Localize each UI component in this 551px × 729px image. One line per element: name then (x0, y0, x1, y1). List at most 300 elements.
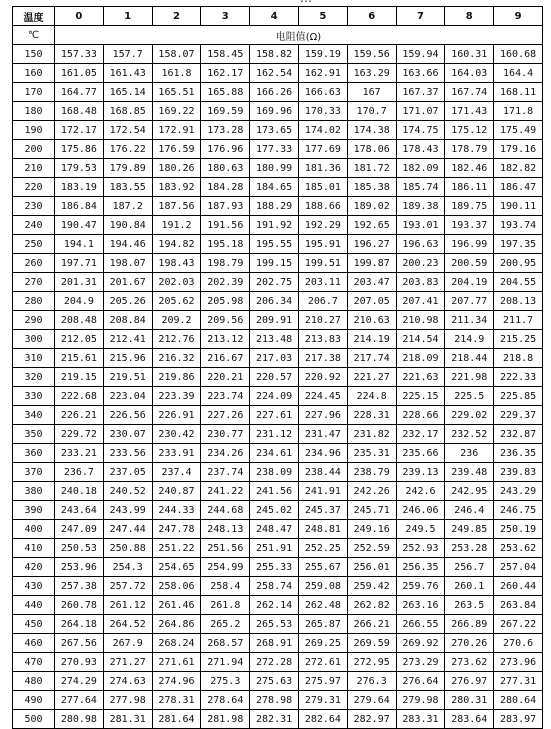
resistance-cell: 269.92 (396, 634, 445, 653)
resistance-cell: 271.61 (152, 653, 201, 672)
resistance-cell: 157.7 (103, 45, 152, 64)
resistance-cell: 168.11 (494, 83, 543, 102)
resistance-cell: 256.35 (396, 558, 445, 577)
resistance-cell: 219.86 (152, 368, 201, 387)
resistance-cell: 242.26 (347, 482, 396, 501)
table-row (13, 482, 543, 501)
resistance-cell: 252.59 (347, 539, 396, 558)
resistance-cell: 205.62 (152, 292, 201, 311)
resistance-cell: 158.45 (201, 45, 250, 64)
resistance-cell: 274.63 (103, 672, 152, 691)
resistance-cell: 194.82 (152, 235, 201, 254)
resistance-cell: 282.64 (298, 710, 347, 729)
resistance-cell: 198.07 (103, 254, 152, 273)
resistance-cell: 201.67 (103, 273, 152, 292)
table-row (13, 140, 543, 159)
resistance-cell: 168.48 (55, 102, 104, 121)
resistance-cell: 276.97 (445, 672, 494, 691)
resistance-cell: 273.96 (494, 653, 543, 672)
resistance-cell: 202.39 (201, 273, 250, 292)
temperature-cell: 390 (13, 501, 55, 520)
temperature-cell: 430 (13, 577, 55, 596)
column-header: 1 (103, 7, 152, 26)
resistance-cell: 263.5 (445, 596, 494, 615)
table-row (13, 235, 543, 254)
resistance-cell: 215.61 (55, 349, 104, 368)
resistance-cell: 261.46 (152, 596, 201, 615)
resistance-cell: 251.91 (250, 539, 299, 558)
resistance-cell: 254.99 (201, 558, 250, 577)
resistance-cell: 191.2 (152, 216, 201, 235)
resistance-cell: 280.31 (445, 691, 494, 710)
resistance-cell: 270.93 (55, 653, 104, 672)
resistance-cell: 212.76 (152, 330, 201, 349)
resistance-cell: 242.6 (396, 482, 445, 501)
resistance-cell: 213.12 (201, 330, 250, 349)
temperature-cell: 240 (13, 216, 55, 235)
resistance-cell: 283.97 (494, 710, 543, 729)
resistance-cell: 259.42 (347, 577, 396, 596)
resistance-cell: 281.31 (103, 710, 152, 729)
resistance-cell: 199.87 (347, 254, 396, 273)
resistance-cell: 171.07 (396, 102, 445, 121)
resistance-cell: 199.15 (250, 254, 299, 273)
resistance-cell: 275.63 (250, 672, 299, 691)
table-row (13, 710, 543, 729)
resistance-cell: 274.96 (152, 672, 201, 691)
resistance-cell: 184.65 (250, 178, 299, 197)
table-row (13, 558, 543, 577)
resistance-cell: 192.29 (298, 216, 347, 235)
resistance-cell: 275.97 (298, 672, 347, 691)
resistance-cell: 255.33 (250, 558, 299, 577)
resistance-cell: 194.46 (103, 235, 152, 254)
resistance-cell: 206.34 (250, 292, 299, 311)
table-row (13, 691, 543, 710)
resistance-cell: 191.92 (250, 216, 299, 235)
temperature-cell: 490 (13, 691, 55, 710)
resistance-cell: 219.15 (55, 368, 104, 387)
unit-label: ℃ (13, 26, 55, 45)
resistance-cell: 176.59 (152, 140, 201, 159)
table-row (13, 178, 543, 197)
temperature-cell: 420 (13, 558, 55, 577)
column-header: 3 (201, 7, 250, 26)
resistance-cell: 257.72 (103, 577, 152, 596)
resistance-cell: 259.08 (298, 577, 347, 596)
resistance-cell: 207.41 (396, 292, 445, 311)
resistance-cell: 171.43 (445, 102, 494, 121)
resistance-cell: 221.98 (445, 368, 494, 387)
resistance-cell: 251.56 (201, 539, 250, 558)
resistance-cell: 172.54 (103, 121, 152, 140)
temperature-cell: 280 (13, 292, 55, 311)
resistance-cell: 210.27 (298, 311, 347, 330)
resistance-cell: 161.05 (55, 64, 104, 83)
resistance-cell: 174.02 (298, 121, 347, 140)
resistance-cell: 216.67 (201, 349, 250, 368)
resistance-cell: 212.05 (55, 330, 104, 349)
resistance-cell: 250.53 (55, 539, 104, 558)
resistance-cell: 173.65 (250, 121, 299, 140)
resistance-cell: 198.43 (152, 254, 201, 273)
resistance-cell: 249.85 (445, 520, 494, 539)
resistance-cell: 159.56 (347, 45, 396, 64)
resistance-cell: 167.74 (445, 83, 494, 102)
resistance-cell: 247.78 (152, 520, 201, 539)
resistance-cell: 260.78 (55, 596, 104, 615)
resistance-cell: 269.59 (347, 634, 396, 653)
resistance-cell: 176.22 (103, 140, 152, 159)
resistance-cell: 240.52 (103, 482, 152, 501)
resistance-cell: 261.12 (103, 596, 152, 615)
resistance-cell: 260.44 (494, 577, 543, 596)
resistance-cell: 236.7 (55, 463, 104, 482)
resistance-cell: 174.38 (347, 121, 396, 140)
resistance-cell: 253.62 (494, 539, 543, 558)
resistance-cell: 220.21 (201, 368, 250, 387)
resistance-cell: 233.56 (103, 444, 152, 463)
resistance-cell: 280.98 (55, 710, 104, 729)
resistance-cell: 209.91 (250, 311, 299, 330)
resistance-cell: 217.38 (298, 349, 347, 368)
resistance-cell: 239.13 (396, 463, 445, 482)
temperature-cell: 470 (13, 653, 55, 672)
resistance-cell: 196.99 (445, 235, 494, 254)
resistance-cell: 232.87 (494, 425, 543, 444)
table-row (13, 425, 543, 444)
temperature-cell: 290 (13, 311, 55, 330)
resistance-cell: 229.72 (55, 425, 104, 444)
resistance-cell: 233.21 (55, 444, 104, 463)
temperature-cell: 270 (13, 273, 55, 292)
resistance-cell: 271.27 (103, 653, 152, 672)
resistance-cell: 208.84 (103, 311, 152, 330)
resistance-cell: 241.56 (250, 482, 299, 501)
resistance-cell: 243.64 (55, 501, 104, 520)
resistance-cell: 253.28 (445, 539, 494, 558)
table-row (13, 387, 543, 406)
resistance-cell: 210.98 (396, 311, 445, 330)
resistance-cell: 165.88 (201, 83, 250, 102)
resistance-cell: 255.67 (298, 558, 347, 577)
resistance-cell: 184.28 (201, 178, 250, 197)
resistance-cell: 261.8 (201, 596, 250, 615)
resistance-cell: 183.92 (152, 178, 201, 197)
column-header: 4 (250, 7, 299, 26)
temperature-cell: 190 (13, 121, 55, 140)
temperature-header: 温度 (13, 7, 55, 26)
resistance-cell: 258.06 (152, 577, 201, 596)
resistance-cell: 240.87 (152, 482, 201, 501)
resistance-cell: 252.25 (298, 539, 347, 558)
resistance-cell: 208.48 (55, 311, 104, 330)
resistance-cell: 166.26 (250, 83, 299, 102)
resistance-cell: 226.21 (55, 406, 104, 425)
resistance-cell: 174.75 (396, 121, 445, 140)
resistance-cell: 224.8 (347, 387, 396, 406)
unit-row (13, 26, 543, 45)
resistance-cell: 231.12 (250, 425, 299, 444)
resistance-cell: 244.33 (152, 501, 201, 520)
resistance-cell: 250.19 (494, 520, 543, 539)
resistance-cell: 157.33 (55, 45, 104, 64)
resistance-cell: 247.09 (55, 520, 104, 539)
temperature-cell: 310 (13, 349, 55, 368)
resistance-cell: 172.91 (152, 121, 201, 140)
resistance-cell: 191.56 (201, 216, 250, 235)
table-row (13, 368, 543, 387)
resistance-cell: 178.43 (396, 140, 445, 159)
resistance-cell: 168.85 (103, 102, 152, 121)
resistance-cell: 204.55 (494, 273, 543, 292)
resistance-cell: 276.3 (347, 672, 396, 691)
resistance-cell: 254.3 (103, 558, 152, 577)
resistance-cell: 173.28 (201, 121, 250, 140)
resistance-cell: 179.53 (55, 159, 104, 178)
resistance-cell: 214.9 (445, 330, 494, 349)
resistance-cell: 165.14 (103, 83, 152, 102)
resistance-cell: 182.46 (445, 159, 494, 178)
resistance-cell: 158.07 (152, 45, 201, 64)
resistance-cell: 243.99 (103, 501, 152, 520)
resistance-cell: 279.64 (347, 691, 396, 710)
resistance-cell: 215.96 (103, 349, 152, 368)
resistance-cell: 212.41 (103, 330, 152, 349)
resistance-cell: 227.61 (250, 406, 299, 425)
resistance-cell: 161.43 (103, 64, 152, 83)
resistance-cell: 227.26 (201, 406, 250, 425)
temperature-cell: 300 (13, 330, 55, 349)
resistance-cell: 244.68 (201, 501, 250, 520)
temperature-cell: 500 (13, 710, 55, 729)
resistance-cell: 205.98 (201, 292, 250, 311)
resistance-cell: 190.11 (494, 197, 543, 216)
resistance-cell: 283.31 (396, 710, 445, 729)
resistance-cell: 183.55 (103, 178, 152, 197)
resistance-cell: 182.09 (396, 159, 445, 178)
table-row (13, 159, 543, 178)
resistance-cell: 225.5 (445, 387, 494, 406)
table-row (13, 653, 543, 672)
resistance-cell: 229.37 (494, 406, 543, 425)
resistance-cell: 211.34 (445, 311, 494, 330)
resistance-cell: 249.5 (396, 520, 445, 539)
resistance-cell: 163.29 (347, 64, 396, 83)
resistance-cell: 178.79 (445, 140, 494, 159)
resistance-cell: 250.88 (103, 539, 152, 558)
resistance-cell: 195.55 (250, 235, 299, 254)
resistance-cell: 254.65 (152, 558, 201, 577)
resistance-cell: 252.93 (396, 539, 445, 558)
table-row (13, 520, 543, 539)
resistance-cell: 253.96 (55, 558, 104, 577)
resistance-cell: 178.06 (347, 140, 396, 159)
temperature-cell: 260 (13, 254, 55, 273)
resistance-cell: 190.84 (103, 216, 152, 235)
resistance-cell: 265.53 (250, 615, 299, 634)
resistance-cell: 219.51 (103, 368, 152, 387)
resistance-cell: 169.96 (250, 102, 299, 121)
resistance-cell: 177.33 (250, 140, 299, 159)
resistance-cell: 166.63 (298, 83, 347, 102)
temperature-cell: 180 (13, 102, 55, 121)
resistance-cell: 265.87 (298, 615, 347, 634)
resistance-cell: 272.28 (250, 653, 299, 672)
table-row (13, 330, 543, 349)
temperature-cell: 230 (13, 197, 55, 216)
resistance-cell: 204.9 (55, 292, 104, 311)
resistance-cell: 220.57 (250, 368, 299, 387)
resistance-cell: 182.82 (494, 159, 543, 178)
resistance-cell: 277.64 (55, 691, 104, 710)
temperature-cell: 330 (13, 387, 55, 406)
table-row (13, 311, 543, 330)
temperature-cell: 360 (13, 444, 55, 463)
resistance-cell: 187.93 (201, 197, 250, 216)
resistance-cell: 200.59 (445, 254, 494, 273)
table-row (13, 45, 543, 64)
resistance-cell: 258.4 (201, 577, 250, 596)
resistance-cell: 218.44 (445, 349, 494, 368)
resistance-cell: 265.2 (201, 615, 250, 634)
resistance-cell: 158.82 (250, 45, 299, 64)
temperature-cell: 480 (13, 672, 55, 691)
resistance-cell: 257.38 (55, 577, 104, 596)
resistance-cell: 199.51 (298, 254, 347, 273)
temperature-cell: 250 (13, 235, 55, 254)
resistance-cell: 159.19 (298, 45, 347, 64)
temperature-cell: 350 (13, 425, 55, 444)
column-header: 7 (396, 7, 445, 26)
resistance-cell: 232.17 (396, 425, 445, 444)
temperature-cell: 340 (13, 406, 55, 425)
table-row (13, 501, 543, 520)
resistance-cell: 200.23 (396, 254, 445, 273)
resistance-cell: 193.74 (494, 216, 543, 235)
resistance-cell: 275.3 (201, 672, 250, 691)
column-header: 8 (445, 7, 494, 26)
resistance-cell: 248.47 (250, 520, 299, 539)
resistance-cell: 278.64 (201, 691, 250, 710)
resistance-cell: 203.11 (298, 273, 347, 292)
resistance-cell: 225.85 (494, 387, 543, 406)
resistance-cell: 238.09 (250, 463, 299, 482)
resistance-cell: 175.49 (494, 121, 543, 140)
resistance-cell: 180.26 (152, 159, 201, 178)
resistance-cell: 273.62 (445, 653, 494, 672)
resistance-cell: 198.79 (201, 254, 250, 273)
resistance-cell: 170.7 (347, 102, 396, 121)
resistance-cell: 167.37 (396, 83, 445, 102)
resistance-cell: 186.47 (494, 178, 543, 197)
resistance-cell: 248.81 (298, 520, 347, 539)
table-row (13, 216, 543, 235)
resistance-cell: 267.56 (55, 634, 104, 653)
resistance-cell: 189.38 (396, 197, 445, 216)
resistance-cell: 266.89 (445, 615, 494, 634)
resistance-cell: 277.31 (494, 672, 543, 691)
temperature-cell: 200 (13, 140, 55, 159)
resistance-cell: 260.1 (445, 577, 494, 596)
resistance-cell: 188.66 (298, 197, 347, 216)
resistance-cell: 183.19 (55, 178, 104, 197)
resistance-cell: 213.48 (250, 330, 299, 349)
resistance-cell: 279.98 (396, 691, 445, 710)
resistance-cell: 238.79 (347, 463, 396, 482)
resistance-cell: 276.64 (396, 672, 445, 691)
resistance-cell: 177.69 (298, 140, 347, 159)
resistance-cell: 190.47 (55, 216, 104, 235)
resistance-cell: 256.7 (445, 558, 494, 577)
resistance-cell: 179.89 (103, 159, 152, 178)
resistance-cell: 187.56 (152, 197, 201, 216)
resistance-cell: 264.86 (152, 615, 201, 634)
temperature-cell: 160 (13, 64, 55, 83)
resistance-cell: 266.21 (347, 615, 396, 634)
resistance-cell: 239.83 (494, 463, 543, 482)
temperature-cell: 150 (13, 45, 55, 64)
temperature-cell: 170 (13, 83, 55, 102)
table-row (13, 197, 543, 216)
resistance-cell: 279.31 (298, 691, 347, 710)
header-row (13, 7, 543, 26)
resistance-cell: 225.15 (396, 387, 445, 406)
resistance-cell: 273.29 (396, 653, 445, 672)
resistance-cell: 226.91 (152, 406, 201, 425)
resistance-cell: 263.84 (494, 596, 543, 615)
resistance-cell: 277.98 (103, 691, 152, 710)
resistance-cell: 237.4 (152, 463, 201, 482)
column-header: 5 (298, 7, 347, 26)
resistance-cell: 249.16 (347, 520, 396, 539)
resistance-cell: 278.98 (250, 691, 299, 710)
resistance-cell: 162.54 (250, 64, 299, 83)
resistance-cell: 202.75 (250, 273, 299, 292)
resistance-cell: 239.48 (445, 463, 494, 482)
resistance-cell: 281.64 (152, 710, 201, 729)
resistance-cell: 217.74 (347, 349, 396, 368)
resistance-cell: 163.66 (396, 64, 445, 83)
resistance-cell: 262.48 (298, 596, 347, 615)
resistance-cell: 186.11 (445, 178, 494, 197)
resistance-cell: 257.04 (494, 558, 543, 577)
resistance-cell: 280.64 (494, 691, 543, 710)
table-row (13, 444, 543, 463)
resistance-cell: 159.94 (396, 45, 445, 64)
resistance-cell: 195.18 (201, 235, 250, 254)
resistance-cell: 267.22 (494, 615, 543, 634)
resistance-cell: 268.91 (250, 634, 299, 653)
resistance-cell: 181.72 (347, 159, 396, 178)
resistance-cell: 230.77 (201, 425, 250, 444)
resistance-cell: 224.09 (250, 387, 299, 406)
resistance-cell: 220.92 (298, 368, 347, 387)
resistance-cell: 218.8 (494, 349, 543, 368)
resistance-cell: 223.39 (152, 387, 201, 406)
resistance-cell: 207.05 (347, 292, 396, 311)
resistance-cell: 194.1 (55, 235, 104, 254)
resistance-cell: 268.24 (152, 634, 201, 653)
resistance-cell: 268.57 (201, 634, 250, 653)
resistance-cell: 231.82 (347, 425, 396, 444)
resistance-cell: 245.37 (298, 501, 347, 520)
resistance-cell: 245.02 (250, 501, 299, 520)
resistance-cell: 210.63 (347, 311, 396, 330)
resistance-cell: 221.63 (396, 368, 445, 387)
resistance-cell: 195.91 (298, 235, 347, 254)
table-row (13, 406, 543, 425)
